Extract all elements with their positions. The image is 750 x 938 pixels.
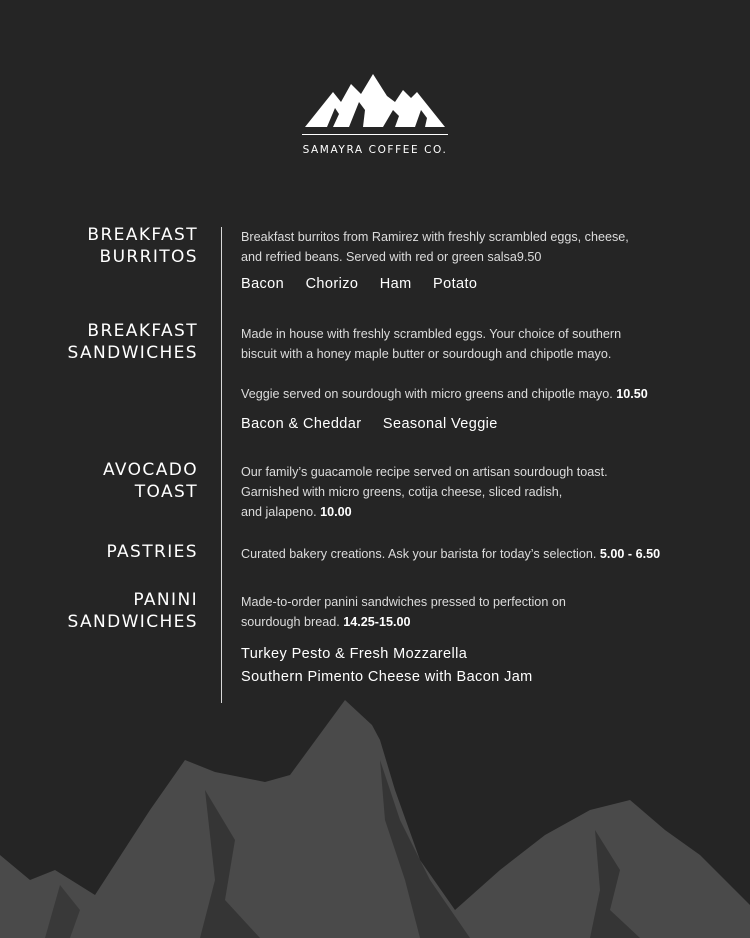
section-title-avocado-toast: AVOCADO TOAST: [102, 460, 198, 502]
section-description-breakfast-sandwiches: Made in house with freshly scrambled eggs. Your choice of southern biscuit with a honey maple butter or sourdough and chipotle mayo. Veggie served on sourdough with micro greens and chipotle mayo. 10.50: [241, 327, 648, 401]
item-list-breakfast-sandwiches: [241, 416, 515, 432]
vertical-divider: [221, 227, 222, 703]
section-title-panini-sandwiches: PANINI SANDWICHES: [67, 590, 198, 632]
section-title-pastries: PASTRIES: [106, 542, 198, 562]
menu-item: Bacon: [241, 276, 285, 292]
section-title-breakfast-sandwiches: BREAKFAST SANDWICHES: [67, 321, 198, 363]
item-list-panini-sandwiches: [241, 646, 533, 692]
price: 5.00 - 6.50: [599, 547, 661, 561]
section-title-breakfast-burritos: BREAKFAST BURRITOS: [87, 225, 198, 267]
section-description-breakfast-burritos: Breakfast burritos from Ramirez with freshly scrambled eggs, cheese, and refried beans. Served with red or green salsa9.50: [241, 230, 629, 264]
menu-item: Ham: [379, 276, 412, 292]
section-description-pastries: Curated bakery creations. Ask your barista for today’s selection. 5.00 - 6.50: [241, 547, 661, 561]
price: 10.00: [320, 505, 352, 519]
menu-item: Seasonal Veggie: [382, 416, 498, 432]
menu-item: Bacon & Cheddar: [241, 416, 362, 432]
menu-item: Turkey Pesto & Fresh Mozzarella: [241, 646, 468, 662]
menu-item: Potato: [433, 276, 478, 292]
brand-logo: [300, 72, 450, 156]
mountain-logo-icon: [303, 72, 447, 128]
menu-item: Chorizo: [305, 276, 359, 292]
price: 14.25-15.00: [343, 615, 411, 629]
item-list-breakfast-burritos: [241, 276, 494, 292]
section-description-panini-sandwiches: Made-to-order panini sandwiches pressed to perfection on sourdough bread. 14.25-15.00: [241, 595, 566, 629]
section-description-avocado-toast: Our family’s guacamole recipe served on artisan sourdough toast. Garnished with micro greens, cotija cheese, sliced radish, and jalapeno. 10.00: [241, 465, 608, 519]
logo-divider: [302, 134, 448, 135]
brand-name: SAMAYRA COFFEE CO.: [302, 144, 448, 156]
menu-item: Southern Pimento Cheese with Bacon Jam: [241, 669, 533, 685]
price: 10.50: [616, 387, 648, 401]
